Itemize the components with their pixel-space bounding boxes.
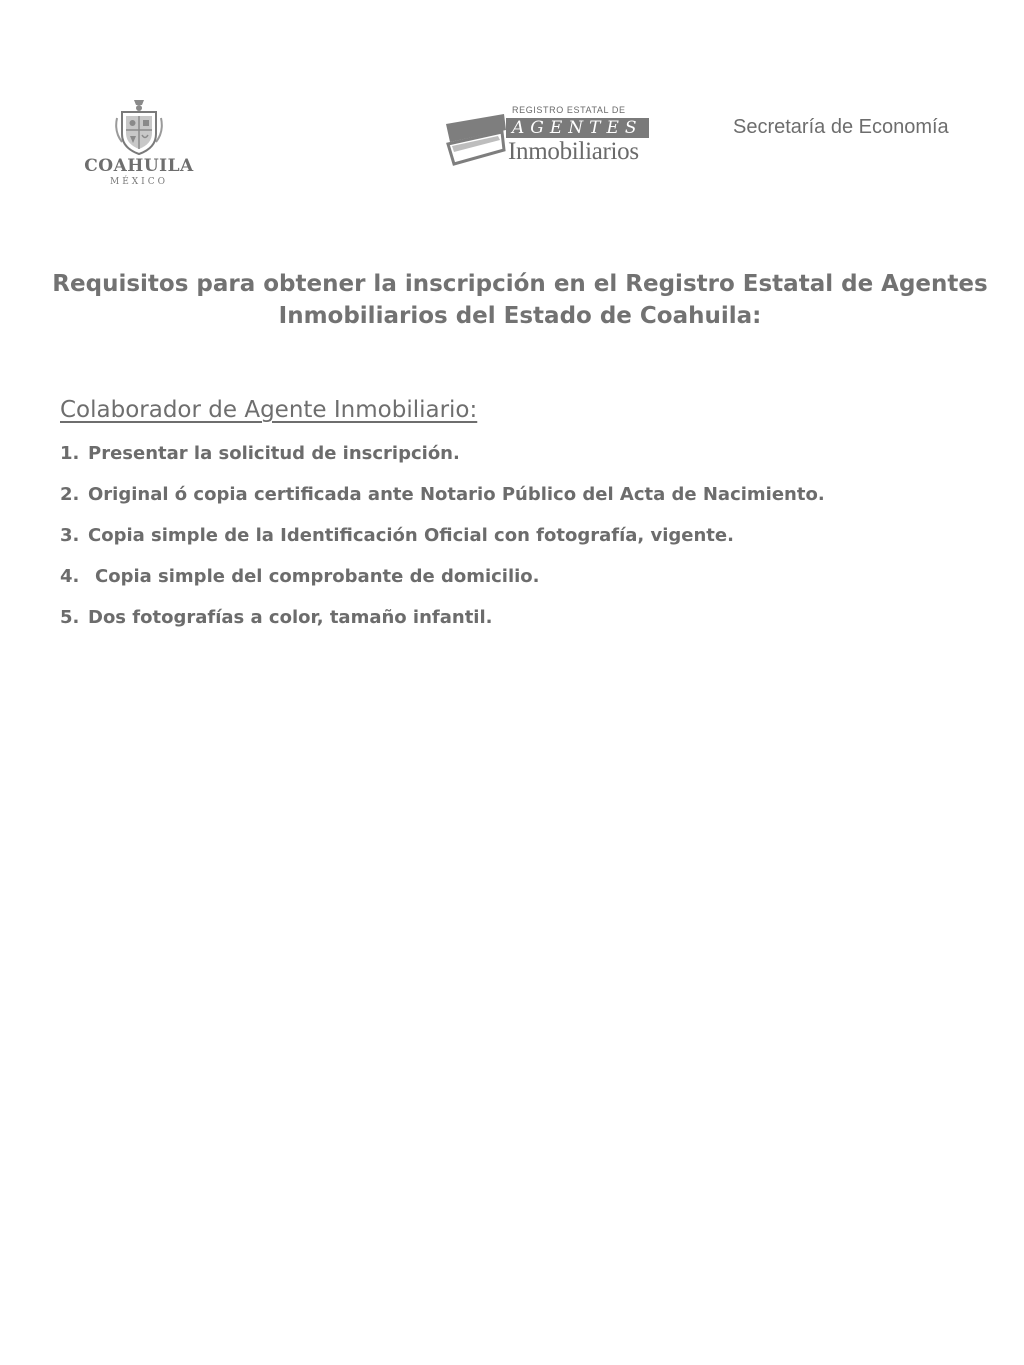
department-name: Secretaría de Economía — [733, 116, 949, 138]
item-text: Copia simple de la Identificación Oficial con fotografía, vigente. — [88, 525, 734, 546]
registry-logo-line3: Inmobiliarios — [508, 138, 639, 165]
registry-logo-line2: AGENTES — [506, 118, 649, 138]
item-number: 1. — [60, 443, 80, 464]
list-item — [60, 607, 825, 648]
item-text: Copia simple del comprobante de domicilio. — [95, 566, 540, 587]
item-text: Dos fotografías a color, tamaño infantil. — [88, 607, 493, 628]
section-heading: Colaborador de Agente Inmobiliario: — [60, 397, 478, 423]
title-line-2: Inmobiliarios del Estado de Coahuila: — [278, 303, 762, 329]
item-number: 2. — [60, 484, 80, 505]
page-header — [0, 0, 1024, 210]
state-logo-country: MÉXICO — [109, 177, 168, 187]
item-number: 5. — [60, 607, 80, 628]
list-item — [60, 566, 825, 607]
coahuila-logo — [84, 98, 194, 190]
item-text: Presentar la solicitud de inscripción. — [88, 443, 460, 464]
registry-logo — [444, 104, 644, 170]
coat-of-arms-icon — [114, 98, 164, 156]
document-title — [40, 268, 1000, 332]
registry-card-icon — [444, 110, 506, 166]
list-item — [60, 525, 825, 566]
list-item — [60, 484, 825, 525]
list-item — [60, 443, 825, 484]
item-number: 4. — [60, 566, 80, 587]
state-logo-name: COAHUILA — [84, 156, 194, 176]
title-line-1: Requisitos para obtener la inscripción en el Registro Estatal de Agentes — [52, 271, 988, 297]
registry-logo-line1: REGISTRO ESTATAL DE — [512, 105, 626, 115]
item-text: Original ó copia certificada ante Notario Público del Acta de Nacimiento. — [88, 484, 825, 505]
item-number: 3. — [60, 525, 80, 546]
requirements-list — [60, 443, 825, 648]
